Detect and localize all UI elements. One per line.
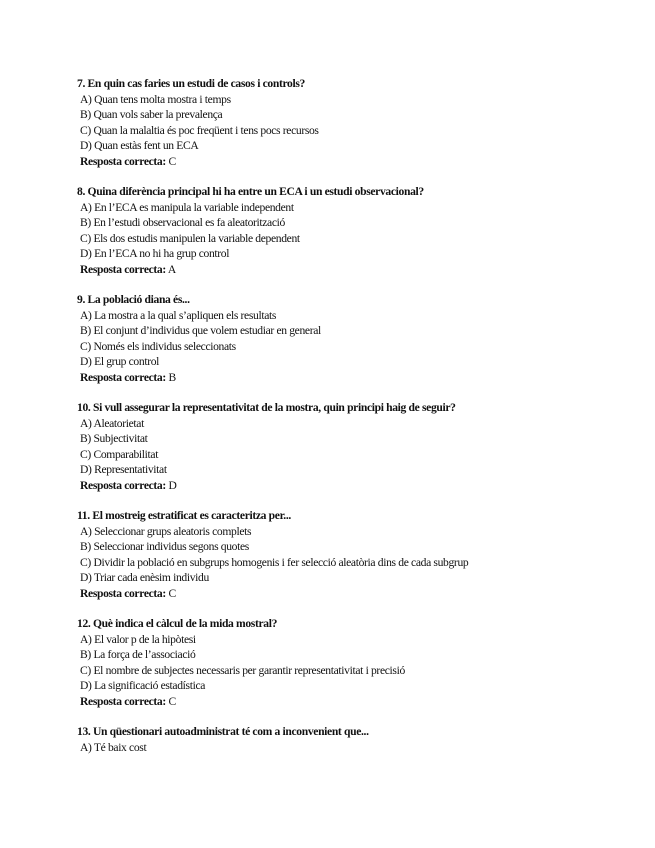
option-c: C) Comparabilitat bbox=[80, 447, 159, 461]
option-list bbox=[77, 200, 637, 262]
question-7 bbox=[77, 76, 637, 169]
option-b: B) El conjunt d’individus que volem estudiar en general bbox=[80, 324, 321, 337]
option-c: C) Només els individus seleccionats bbox=[80, 339, 236, 353]
option-list bbox=[77, 416, 637, 478]
option-b: B) La força de l’associació bbox=[80, 648, 196, 661]
answer-value: A bbox=[167, 262, 176, 276]
answer-label: Resposta correcta: bbox=[80, 586, 166, 600]
option-b: B) Subjectivitat bbox=[80, 432, 148, 445]
answer-value: C bbox=[168, 694, 176, 708]
answer-value: B bbox=[168, 370, 176, 384]
question-12 bbox=[77, 616, 637, 709]
question-title: 9. La població diana és... bbox=[77, 293, 190, 306]
option-a: A) El valor p de la hipòtesi bbox=[80, 632, 196, 646]
question-title: 11. El mostreig estratificat es caracteritza per... bbox=[77, 509, 291, 522]
option-a: A) Té baix cost bbox=[80, 740, 147, 754]
answer-label: Resposta correcta: bbox=[80, 694, 166, 708]
option-a: A) Aleatorietat bbox=[80, 416, 144, 430]
answer-value: C bbox=[168, 586, 176, 600]
option-b: B) Seleccionar individus segons quotes bbox=[80, 540, 249, 553]
option-a: A) Quan tens molta mostra i temps bbox=[80, 92, 231, 106]
option-a: A) Seleccionar grups aleatoris complets bbox=[80, 524, 252, 538]
option-a: A) En l’ECA es manipula la variable independent bbox=[80, 200, 294, 214]
option-d: D) El grup control bbox=[80, 355, 160, 368]
option-c: C) Quan la malaltia és poc freqüent i tens pocs recursos bbox=[80, 123, 319, 137]
question-title: 8. Quina diferència principal hi ha entre un ECA i un estudi observacional? bbox=[77, 185, 424, 198]
option-a: A) La mostra a la qual s’apliquen els resultats bbox=[80, 308, 277, 322]
option-d: D) Representativitat bbox=[80, 463, 167, 476]
option-d: D) La significació estadística bbox=[80, 679, 206, 692]
option-b: B) En l’estudi observacional es fa aleatorització bbox=[80, 216, 285, 229]
question-title: 12. Què indica el càlcul de la mida mostral? bbox=[77, 617, 278, 630]
option-list bbox=[77, 632, 637, 694]
answer-label: Resposta correcta: bbox=[80, 154, 166, 168]
option-d: D) Triar cada enèsim individu bbox=[80, 571, 209, 584]
option-list bbox=[77, 524, 637, 586]
answer-value: C bbox=[168, 154, 176, 168]
question-10 bbox=[77, 400, 637, 493]
option-d: D) Quan estàs fent un ECA bbox=[80, 139, 199, 152]
question-title: 7. En quin cas faries un estudi de casos i controls? bbox=[77, 77, 305, 90]
question-9 bbox=[77, 292, 637, 385]
option-list bbox=[77, 740, 637, 756]
answer-label: Resposta correcta: bbox=[80, 262, 166, 276]
option-b: B) Quan vols saber la prevalença bbox=[80, 108, 223, 121]
correct-answer bbox=[77, 478, 637, 494]
question-title: 10. Si vull assegurar la representativitat de la mostra, quin principi haig de seguir? bbox=[77, 401, 456, 414]
option-c: C) Dividir la població en subgrups homogenis i fer selecció aleatòria dins de cada subgrup bbox=[80, 555, 469, 569]
question-13 bbox=[77, 724, 637, 755]
question-11 bbox=[77, 508, 637, 601]
answer-label: Resposta correcta: bbox=[80, 370, 166, 384]
correct-answer bbox=[77, 694, 637, 710]
correct-answer bbox=[77, 262, 637, 278]
correct-answer bbox=[77, 586, 637, 602]
question-8 bbox=[77, 184, 637, 277]
correct-answer bbox=[77, 154, 637, 170]
correct-answer bbox=[77, 370, 637, 386]
answer-value: D bbox=[168, 478, 177, 492]
question-list bbox=[77, 76, 637, 770]
option-list bbox=[77, 92, 637, 154]
answer-label: Resposta correcta: bbox=[80, 478, 166, 492]
option-c: C) Els dos estudis manipulen la variable dependent bbox=[80, 231, 300, 245]
option-c: C) El nombre de subjectes necessaris per garantir representativitat i precisió bbox=[80, 663, 405, 677]
option-list bbox=[77, 308, 637, 370]
option-d: D) En l’ECA no hi ha grup control bbox=[80, 247, 230, 260]
question-title: 13. Un qüestionari autoadministrat té com a inconvenient que... bbox=[77, 725, 369, 738]
